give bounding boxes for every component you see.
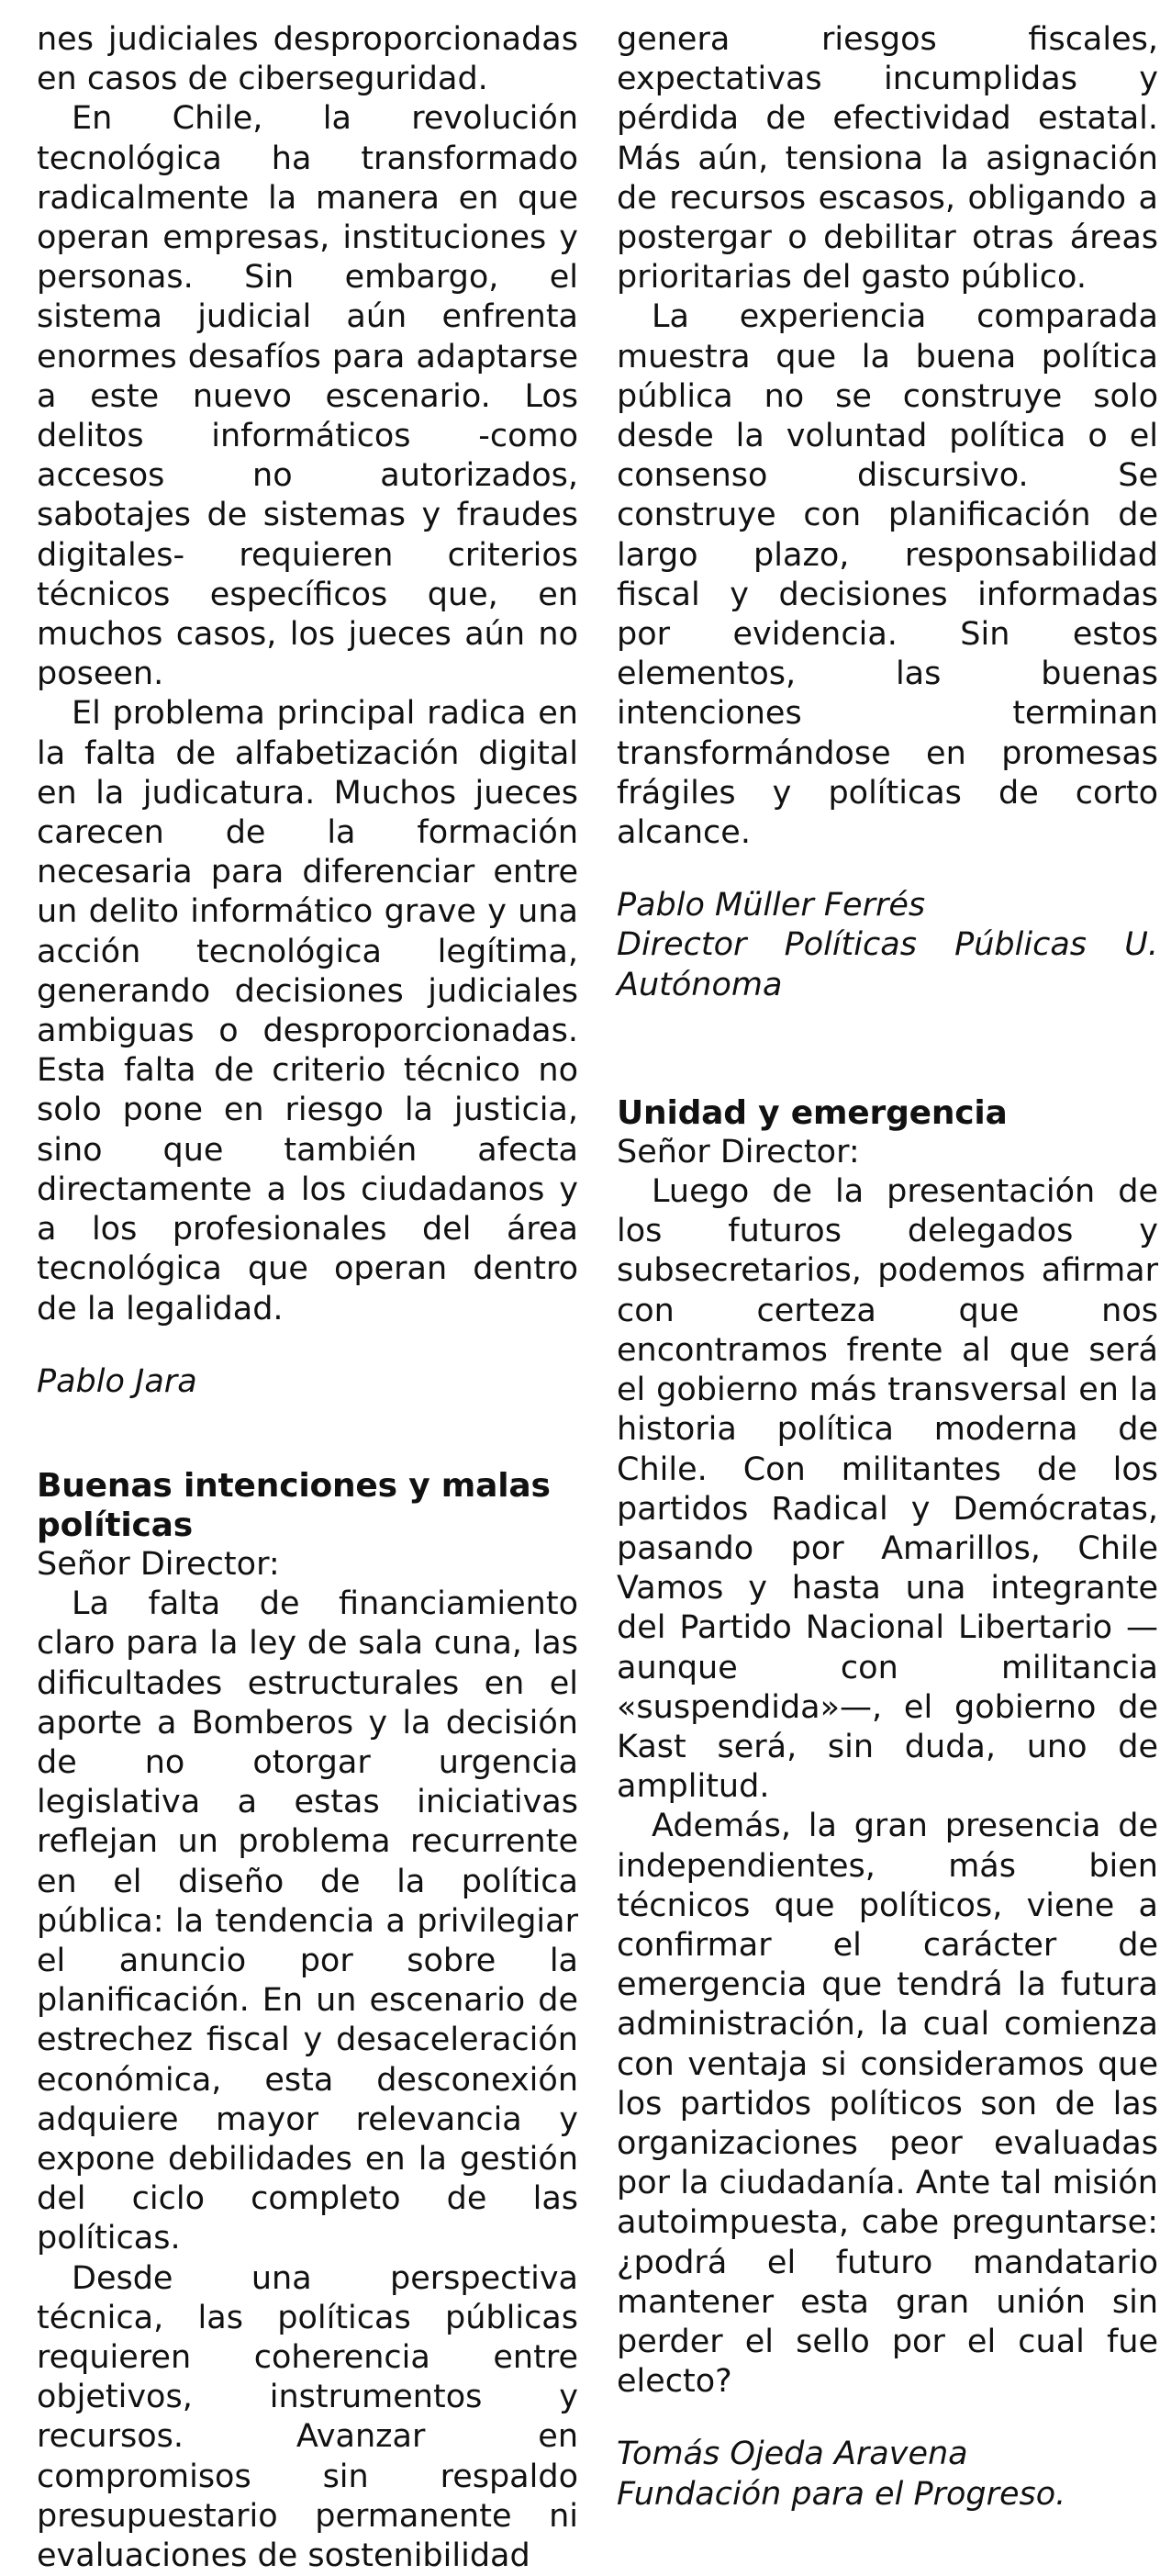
letter-unidad-signature-org: Fundación para el Progreso.: [617, 2475, 1066, 2513]
letter-jara-para-1: nes judiciales desproporcionadas en casos de ciberseguridad.: [37, 21, 578, 98]
left-column: [37, 20, 578, 2576]
letter-buenas-para-4: La experiencia comparada muestra que la buena política pública no se construye solo desde la voluntad política o el consenso discursivo. Se construye con planificación de largo plazo, responsabilidad fiscal y decisiones informadas por evidencia. Sin estos elementos, las buenas intenciones terminan transformándose en promesas frágiles y políticas de corto alcance.: [617, 298, 1158, 852]
letter-buenas-title: Buenas intenciones y malas políticas: [37, 1466, 551, 1544]
letter-buenas-para-3: genera riesgos fiscales, expectativas incumplidas y pérdida de efectividad estatal. Más aún, tensiona la asignación de recursos escasos, obligando a postergar o debilitar otras áreas prioritarias del gasto público.: [617, 21, 1158, 297]
right-column: [617, 20, 1158, 2514]
letter-buenas-para-2: Desde una perspectiva técnica, las políticas públicas requieren coherencia entre objetivos, instrumentos y recursos. Avanzar en compromisos sin respaldo presupuestario permanente ni evaluaciones de sostenibilidad: [37, 2259, 578, 2574]
letter-unidad-salutation: Señor Director:: [617, 1133, 860, 1170]
letter-jara-para-3: El problema principal radica en la falta de alfabetización digital en la judicatura. Muchos jueces carecen de la formación necesaria para diferenciar entre un delito informático grave y una acción tecnológica legítima, generando decisiones judiciales ambiguas o desproporcionadas. Esta falta de criterio técnico no solo pone en riesgo la justicia, sino que también afecta directamente a los ciudadanos y a los profesionales del área tecnológica que operan dentro de la legalidad.: [37, 695, 578, 1327]
letter-unidad-title: Unidad y emergencia: [617, 1093, 1008, 1132]
letter-buenas-signature-name: Pablo Müller Ferrés: [617, 887, 926, 924]
letter-unidad-para-1: Luego de la presentación de los futuros delegados y subsecretarios, podemos afirmar con certeza que nos encontramos frente al que será el gobierno más transversal en la historia política moderna de Chile. Con militantes de los partidos Radical y Demócratas, pasando por Amarillos, Chile Vamos y hasta una integrante del Partido Nacional Libertario —aunque con militancia «suspendida»—, el gobierno de Kast será, sin duda, uno de amplitud.: [617, 1173, 1158, 1806]
letter-jara-para-2: En Chile, la revolución tecnológica ha transformado radicalmente la manera en que operan empresas, instituciones y personas. Sin embargo, el sistema judicial aún enfrenta enormes desafíos para adaptarse a este nuevo escenario. Los delitos informáticos -como accesos no autorizados, sabotajes de sistemas y fraudes digitales- requieren criterios técnicos específicos que, en muchos casos, los jueces aún no poseen.: [37, 100, 578, 693]
letter-unidad-signature-name: Tomás Ojeda Aravena: [617, 2436, 968, 2473]
letter-jara-signature: Pablo Jara: [37, 1362, 197, 1400]
letter-buenas-para-1: La falta de financiamiento claro para la ley de sala cuna, las dificultades estructurales en el aporte a Bomberos y la decisión de no otorgar urgencia legislativa a estas iniciativas reflejan un problema recurrente en el diseño de la política pública: la tendencia a privilegiar el anuncio por sobre la planificación. En un escenario de estrechez fiscal y desaceleración económica, esta desconexión adquiere mayor relevancia y expone debilidades en la gestión del ciclo completo de las políticas.: [37, 1585, 578, 2257]
letter-buenas-salutation: Señor Director:: [37, 1545, 280, 1583]
letter-unidad-para-2: Además, la gran presencia de independientes, más bien técnicos que políticos, viene a confirmar el carácter de emergencia que tendrá la futura administración, la cual comienza con ventaja si consideramos que los partidos políticos son de las organizaciones peor evaluadas por la ciudadanía. Ante tal misión autoimpuesta, cabe preguntarse: ¿podrá el futuro mandatario mantener esta gran unión sin perder el sello por el cual fue electo?: [617, 1808, 1158, 2401]
letter-buenas-signature-role: Director Políticas Públicas U. Autónoma: [617, 926, 1158, 1003]
